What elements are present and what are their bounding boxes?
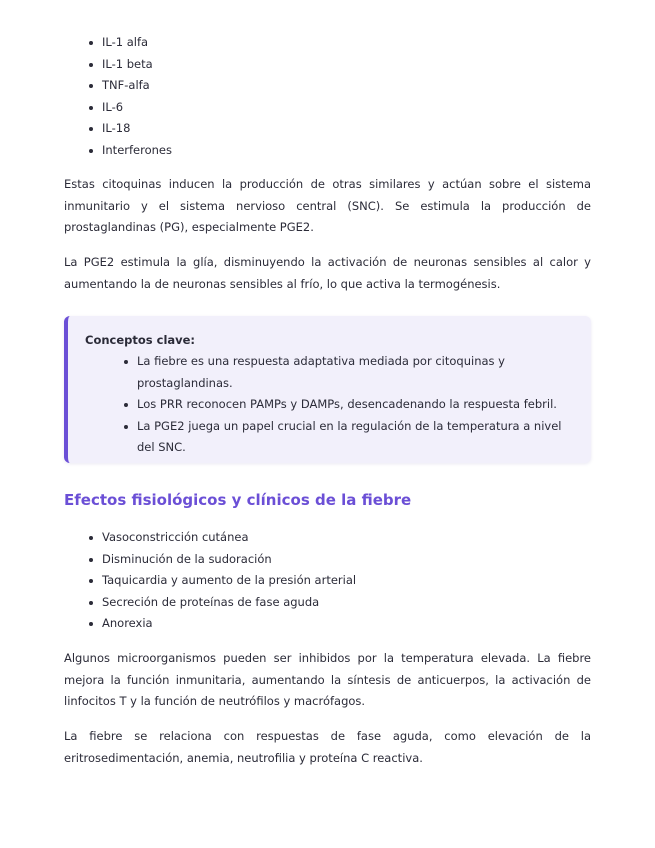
list-item: Secreción de proteínas de fase aguda <box>102 592 591 614</box>
effects-list <box>64 527 591 635</box>
list-item: Los PRR reconocen PAMPs y DAMPs, desencadenando la respuesta febril. <box>137 394 571 416</box>
paragraph-acute-phase: La fiebre se relaciona con respuestas de fase aguda, como elevación de la eritrosedimentación, anemia, neutrofilia y proteína C reactiva. <box>64 729 591 765</box>
callout-title: Conceptos clave: <box>85 333 196 347</box>
document-page <box>64 30 591 765</box>
list-item: Taquicardia y aumento de la presión arterial <box>102 570 591 592</box>
list-item: TNF-alfa <box>102 75 591 97</box>
cytokine-list <box>64 32 591 162</box>
list-item: La PGE2 juega un papel crucial en la regulación de la temperatura a nivel del SNC. <box>137 416 571 459</box>
list-item: IL-1 beta <box>102 54 591 76</box>
list-item: Anorexia <box>102 613 591 635</box>
list-item: La fiebre es una respuesta adaptativa mediada por citoquinas y prostaglandinas. <box>137 351 571 394</box>
list-item: IL-6 <box>102 97 591 119</box>
paragraph-immune: Algunos microorganismos pueden ser inhibidos por la temperatura elevada. La fiebre mejora la función inmunitaria, aumentando la síntesis de anticuerpos, la activación de linfocitos T y la función de neutrófilos y macrófagos. <box>64 651 591 708</box>
list-item: Vasoconstricción cutánea <box>102 527 591 549</box>
list-item: Disminución de la sudoración <box>102 549 591 571</box>
list-item: IL-1 alfa <box>102 32 591 54</box>
list-item: IL-18 <box>102 118 591 140</box>
list-item: Interferones <box>102 140 591 162</box>
key-concepts-callout <box>64 316 591 463</box>
section-heading: Efectos fisiológicos y clínicos de la fiebre <box>64 491 412 509</box>
paragraph-pge2: La PGE2 estimula la glía, disminuyendo la activación de neuronas sensibles al calor y aumentando la de neuronas sensibles al frío, lo que activa la termogénesis. <box>64 255 591 291</box>
key-concepts-list <box>85 351 571 459</box>
paragraph-cytokines: Estas citoquinas inducen la producción de otras similares y actúan sobre el sistema inmunitario y el sistema nervioso central (SNC). Se estimula la producción de prostaglandinas (PG), especialmente PGE2. <box>64 177 591 234</box>
